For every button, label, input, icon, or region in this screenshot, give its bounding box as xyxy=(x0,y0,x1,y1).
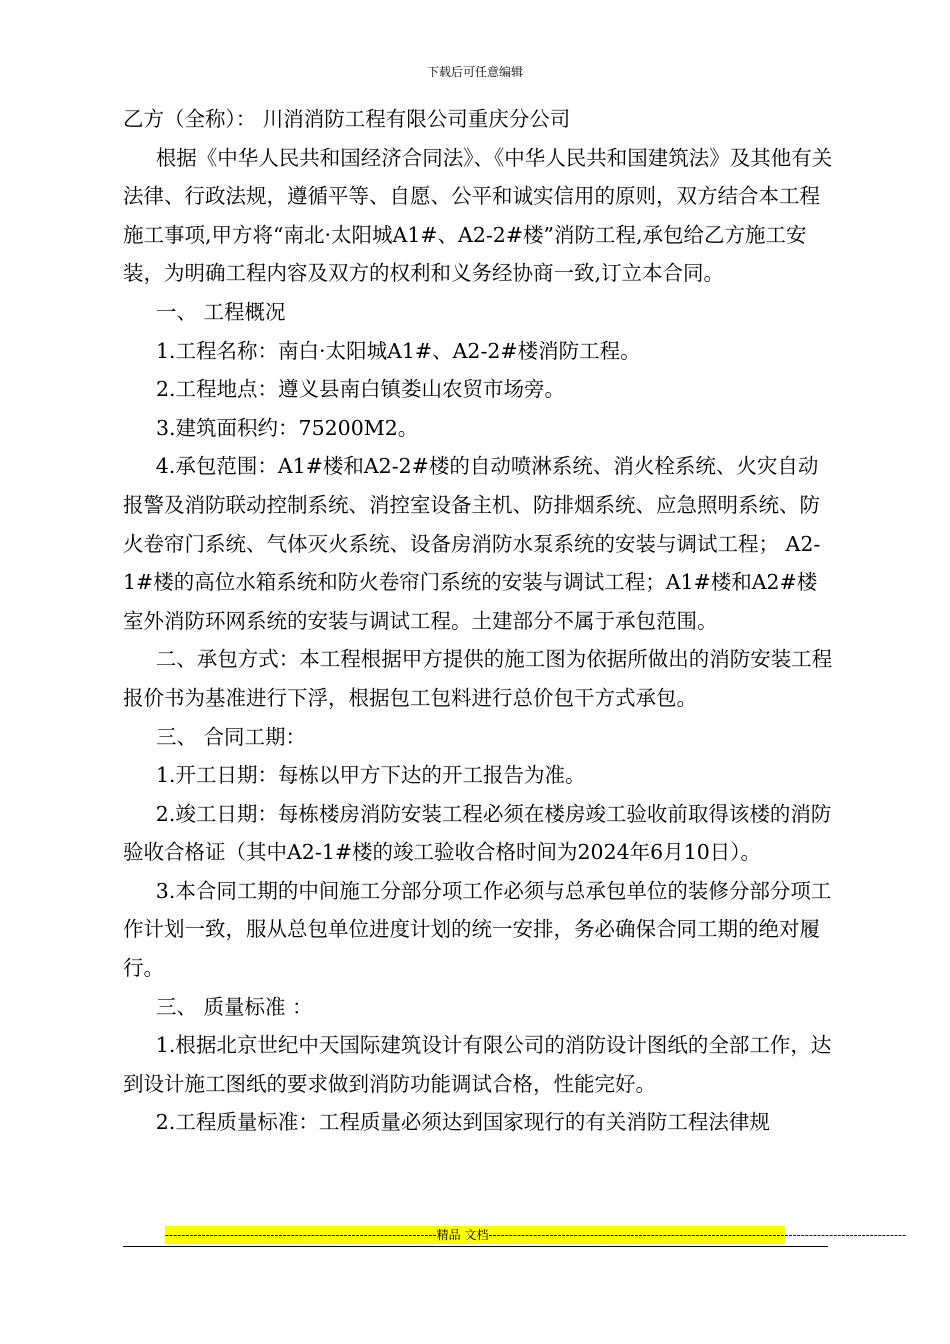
party-b-line: 乙方（全称）： 川消消防工程有限公司重庆分公司 xyxy=(123,107,571,131)
section-1-title: 一、 工程概况 xyxy=(156,299,286,324)
footer-label: 精品 文档 xyxy=(436,1228,489,1242)
project-name-item: 1.工程名称：南白·太阳城A1#、A2-2#楼消防工程。 xyxy=(156,338,641,363)
section-4-title: 三、 质量标准 ： xyxy=(156,994,313,1019)
page-footer xyxy=(123,1226,907,1244)
footer-dashes-right: ------------------------------------------------------------------------------------------------------- xyxy=(488,1228,907,1242)
design-standard-item: 1.根据北京世纪中天国际建筑设计有限公司的消防设计图纸的全部工作，达到设计施工图纸的要求做到消防功能调试合格，性能完好。 xyxy=(123,1033,832,1096)
footer-dashes-left: ------------------------------------------------------------------- xyxy=(165,1228,437,1242)
project-location-item: 2.工程地点：遵义县南白镇娄山农贸市场旁。 xyxy=(156,377,566,402)
intro-paragraph: 根据《中华人民共和国经济合同法》、《中华人民共和国建筑法》及其他有关法律、行政法规，遵循平等、自愿、公平和诚实信用的原则，双方结合本工程施工事项,甲方将“南北·太阳城A1#、A2-2#楼”消防工程,承包给乙方施工安装，为明确工程内容及双方的权利和义务经协商一致,订立本合同。 xyxy=(123,145,833,286)
contract-scope-item: 4.承包范围：A1#楼和A2-2#楼的自动喷淋系统、消火栓系统、火灾自动报警及消防联动控制系统、消控室设备主机、防排烟系统、应急照明系统、防火卷帘门系统、气体灭火系统、设备房消防水泵系统的安装与调试工程； A2-1#楼的高位水箱系统和防火卷帘门系统的安装与调试工程；A1#楼和A2#楼室外消防环网系统的安装与调试工程。土建部分不属于承包范围。 xyxy=(123,454,821,633)
quality-standard-item: 2.工程质量标准：工程质量必须达到国家现行的有关消防工程法律规 xyxy=(155,1110,770,1135)
building-area-item: 3.建筑面积约：75200M2。 xyxy=(156,415,419,440)
schedule-coordination-item: 3.本合同工期的中间施工分部分项工作必须与总承包单位的装修分部分项工作计划一致，服从总包单位进度计划的统一安排，务必确保合同工期的绝对履行。 xyxy=(123,878,832,981)
start-date-item: 1.开工日期：每栋以甲方下达的开工报告为准。 xyxy=(156,763,586,788)
page-header-note: 下载后可任意编辑 xyxy=(426,65,523,79)
section-2-contract-method: 二、承包方式：本工程根据甲方提供的施工图为依据所做出的消防安装工程报价书为基准进行下浮，根据包工包料进行总价包干方式承包。 xyxy=(123,647,833,710)
footer-divider xyxy=(123,1246,828,1247)
completion-date-item: 2.竣工日期：每栋楼房消防安装工程必须在楼房竣工验收前取得该楼的消防验收合格证（其中A2-1#楼的竣工验收合格时间为2024年6月10日）。 xyxy=(123,801,832,865)
footer-highlight-bar xyxy=(165,1226,907,1244)
section-3-title: 三、 合同工期： xyxy=(156,724,307,749)
contract-body xyxy=(123,100,833,1142)
